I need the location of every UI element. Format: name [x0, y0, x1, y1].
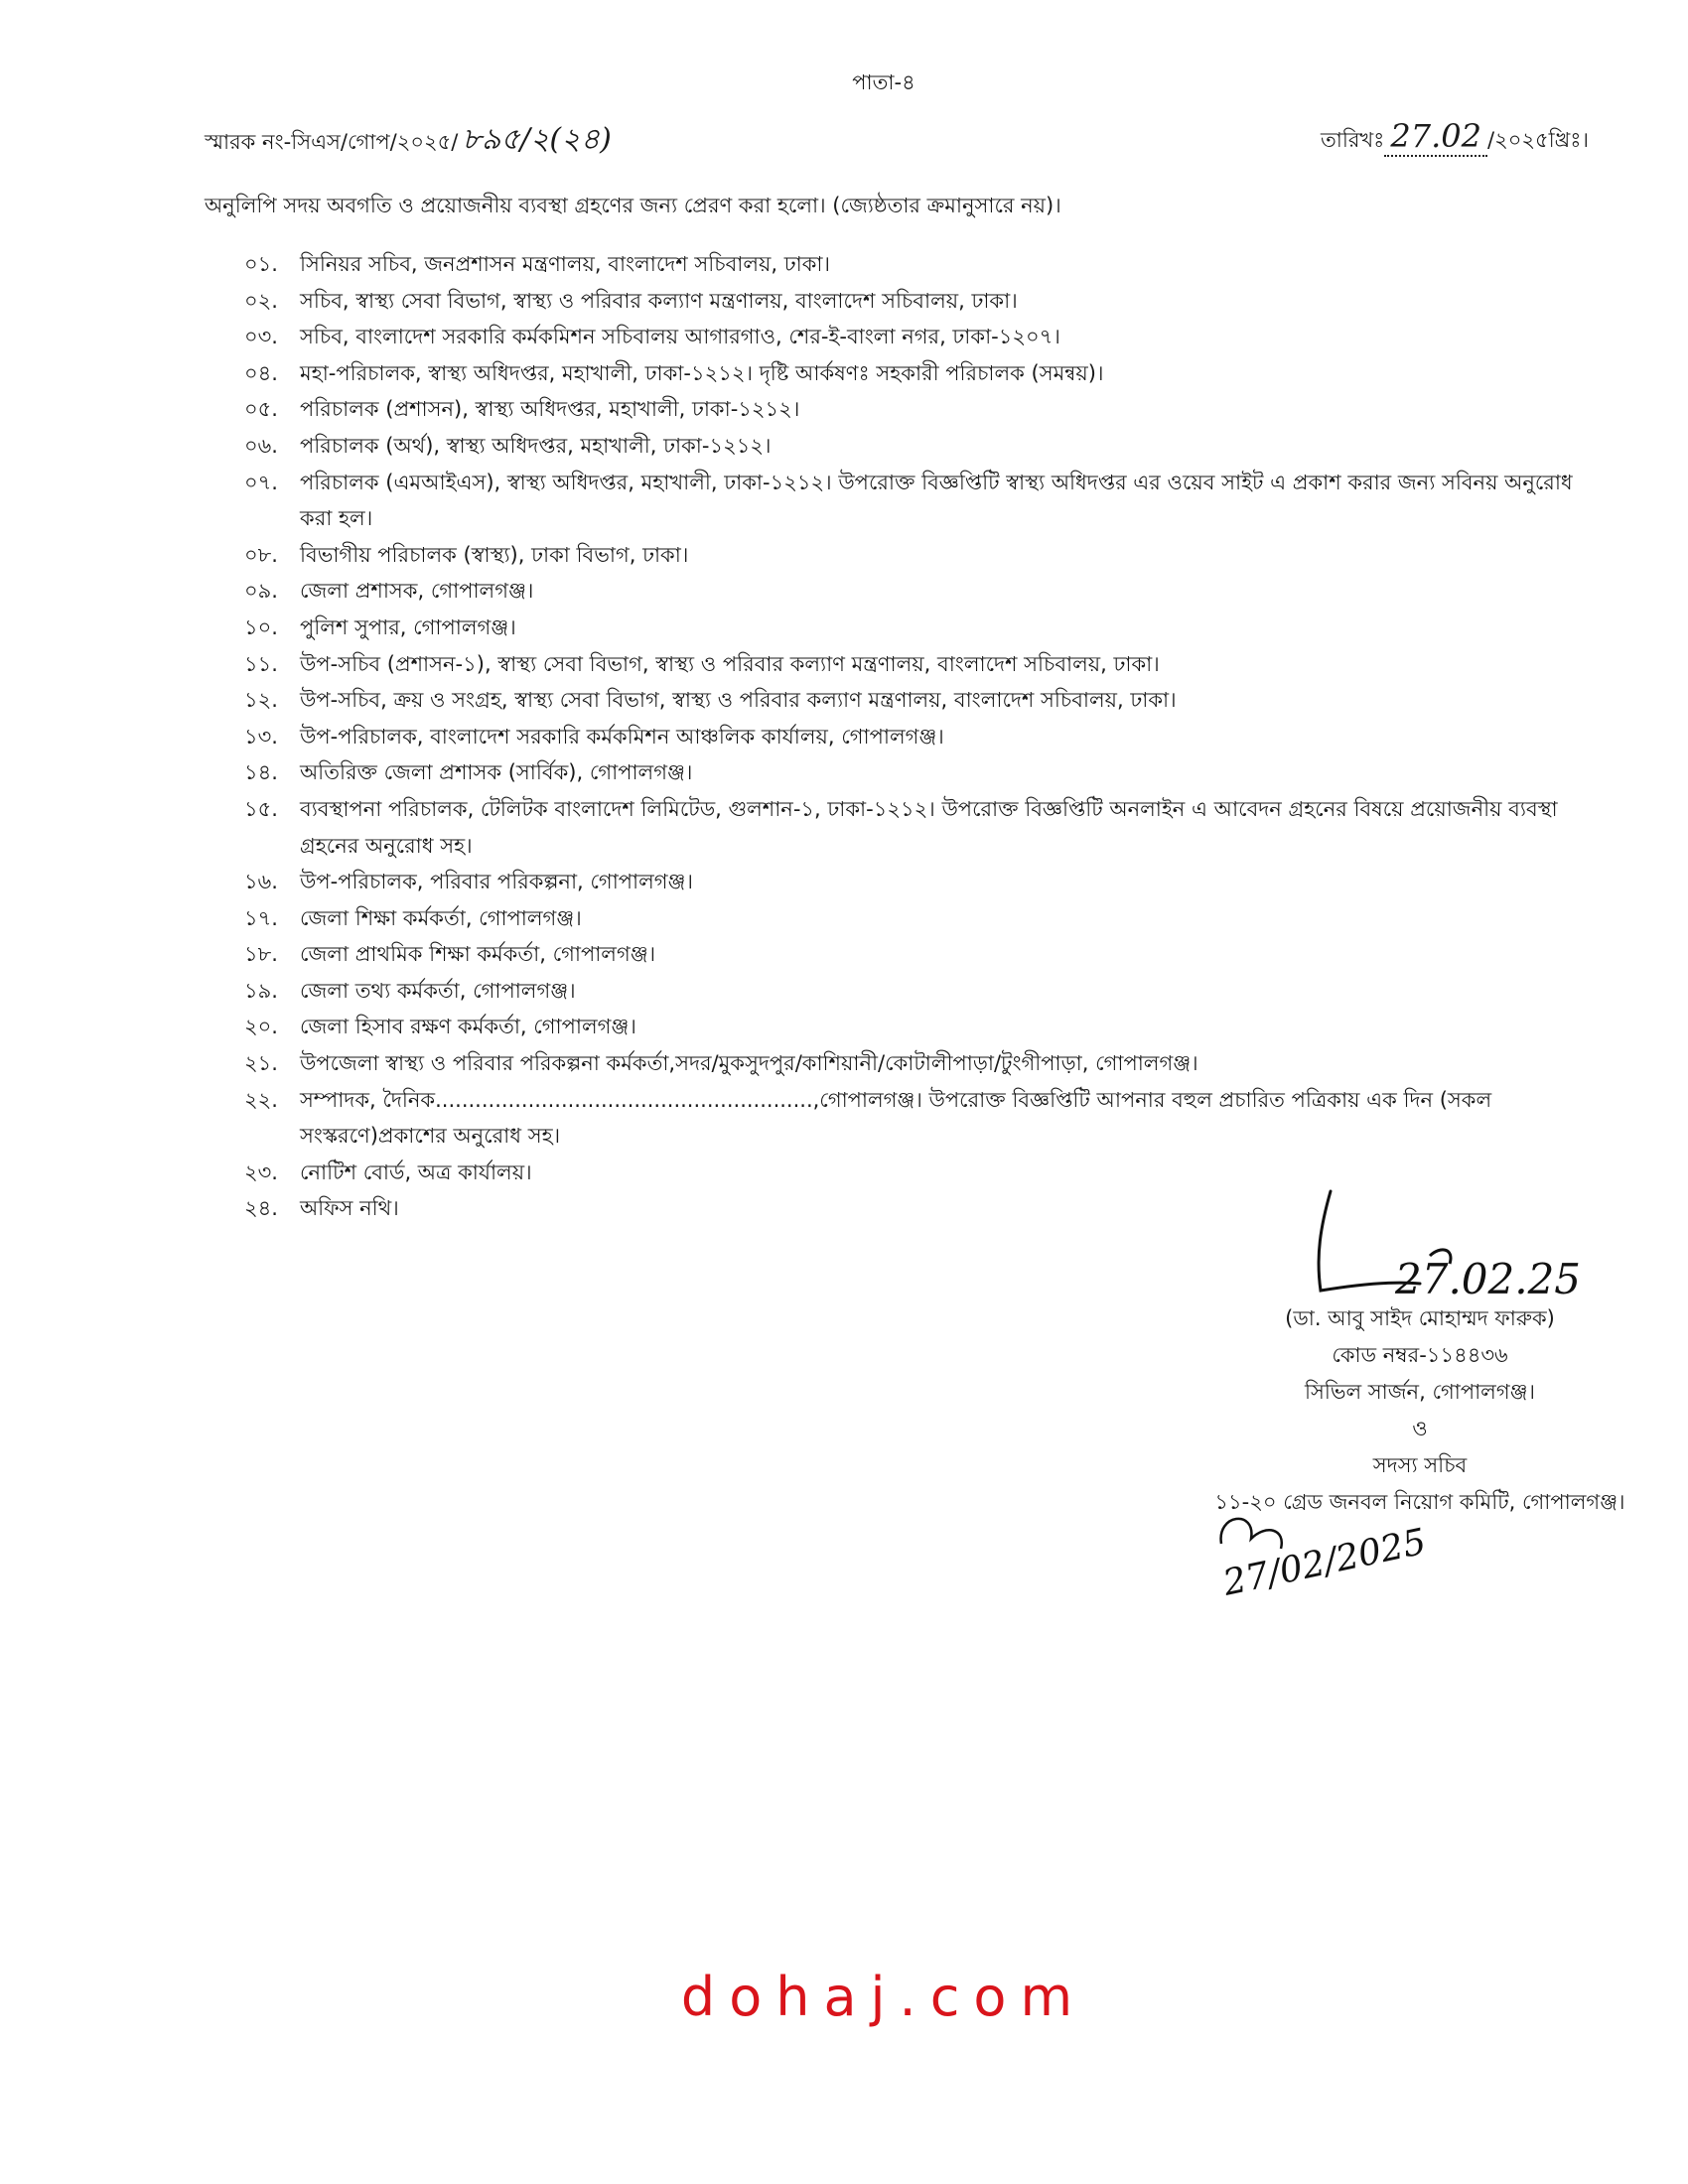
list-item-number: ২৪.	[244, 1196, 278, 1221]
list-item	[244, 719, 1595, 755]
list-item-number: ১০.	[244, 614, 278, 639]
list-item-text: পুলিশ সুপার, গোপালগঞ্জ।	[300, 614, 516, 639]
initial-signature	[1206, 1504, 1465, 1613]
signatory-designation: সিভিল সার্জন, গোপালগঞ্জ।	[1304, 1380, 1536, 1404]
list-item	[244, 465, 1595, 537]
signature-block	[1132, 1300, 1688, 1521]
list-item-text: জেলা প্রাথমিক শিক্ষা কর্মকর্তা, গোপালগঞ্জ।	[300, 942, 656, 967]
list-item-number: ০৩.	[244, 325, 278, 349]
memo-number	[205, 122, 612, 157]
memo-prefix: স্মারক নং-সিএস/গোপ/২০২৫/	[205, 130, 459, 154]
list-item-number: ০৪.	[244, 360, 278, 385]
list-item	[244, 973, 1595, 1010]
list-item-number: ০৫.	[244, 397, 278, 422]
list-item-number: ০২.	[244, 288, 278, 313]
initial-date: 27/02/2025	[1219, 1521, 1430, 1604]
list-item	[244, 936, 1595, 973]
list-item	[244, 1155, 1595, 1191]
list-item-number: ১৪.	[244, 760, 278, 785]
page-number: পাতা-৪	[852, 70, 915, 94]
list-item	[244, 1045, 1595, 1082]
signature-mark	[1291, 1186, 1609, 1315]
list-item-text: উপ-সচিব, ক্রয় ও সংগ্রহ, স্বাস্থ্য সেবা বিভাগ, স্বাস্থ্য ও পরিবার কল্যাণ মন্ত্রণালয়, বাংলাদেশ সচিবালয়, ঢাকা।	[300, 688, 1177, 713]
list-item	[244, 900, 1595, 937]
list-item-number: ০৯.	[244, 579, 278, 604]
list-item-text: উপজেলা স্বাস্থ্য ও পরিবার পরিকল্পনা কর্মকর্তা,সদর/মুকসুদপুর/কাশিয়ানী/কোটালীপাড়া/টুংগীপাড়া, গোপালগঞ্জ।	[300, 1051, 1198, 1076]
list-item	[244, 1009, 1595, 1045]
date-handwritten: 27.02	[1384, 117, 1487, 157]
list-item-text: মহা-পরিচালক, স্বাস্থ্য অধিদপ্তর, মহাখালী, ঢাকা-১২১২। দৃষ্টি আর্কষণঃ সহকারী পরিচালক (সমন্বয়)।	[300, 360, 1104, 385]
list-item-text: পরিচালক (অর্থ), স্বাস্থ্য অধিদপ্তর, মহাখালী, ঢাকা-১২১২।	[300, 433, 772, 458]
list-item-number: ০৮.	[244, 542, 278, 567]
list-item-number: ১২.	[244, 688, 278, 713]
list-item-text: জেলা হিসাব রক্ষণ কর্মকর্তা, গোপালগঞ্জ।	[300, 1015, 636, 1039]
list-item-number: ২১.	[244, 1051, 278, 1076]
list-item-text: সচিব, বাংলাদেশ সরকারি কর্মকমিশন সচিবালয় আগারগাও, শের-ই-বাংলা নগর, ঢাকা-১২০৭।	[300, 325, 1060, 349]
list-item-text: জেলা প্রশাসক, গোপালগঞ্জ।	[300, 579, 534, 604]
list-item	[244, 791, 1595, 864]
list-item-text: উপ-পরিচালক, বাংলাদেশ সরকারি কর্মকমিশন আঞ্চলিক কার্যালয়, গোপালগঞ্জ।	[300, 724, 944, 749]
list-item-number: ১৮.	[244, 942, 278, 967]
date-suffix: /২০২৫খ্রিঃ।	[1487, 128, 1589, 152]
list-item-number: ২০.	[244, 1015, 278, 1039]
memo-date	[1320, 117, 1589, 155]
list-item-number: ০১.	[244, 252, 278, 276]
list-item-text: জেলা তথ্য কর্মকর্তা, গোপালগঞ্জ।	[300, 978, 576, 1003]
list-item-text: সচিব, স্বাস্থ্য সেবা বিভাগ, স্বাস্থ্য ও পরিবার কল্যাণ মন্ত্রণালয়, বাংলাদেশ সচিবালয়, ঢাকা।	[300, 288, 1018, 313]
list-item-text: পরিচালক (এমআইএস), স্বাস্থ্য অধিদপ্তর, মহাখালী, ঢাকা-১২১২। উপরোক্ত বিজ্ঞপ্তিটি স্বাস্থ্য অধিদপ্তর এর ওয়েব সাইট এ প্রকাশ করার জন্য সবিনয় অনুরোধ করা হল।	[300, 470, 1573, 531]
list-item-number: ১৬.	[244, 870, 278, 894]
signature-date: 27.02.25	[1395, 1255, 1582, 1303]
distribution-list	[244, 246, 1595, 1227]
list-item-number: ০৬.	[244, 433, 278, 458]
signatory-role: সদস্য সচিব	[1372, 1453, 1468, 1477]
list-item	[244, 864, 1595, 900]
list-item	[244, 283, 1595, 320]
list-item-text: অফিস নথি।	[300, 1196, 399, 1221]
date-label: তারিখঃ	[1320, 128, 1385, 152]
list-item	[244, 537, 1595, 574]
list-item	[244, 754, 1595, 791]
list-item-number: ১৩.	[244, 724, 278, 749]
list-item-text: বিভাগীয় পরিচালক (স্বাস্থ্য), ঢাকা বিভাগ, ঢাকা।	[300, 542, 689, 567]
list-item-number: ০৭.	[244, 470, 278, 494]
list-item	[244, 682, 1595, 719]
list-item	[244, 646, 1595, 683]
list-item-number: ১১.	[244, 651, 278, 676]
memo-handwritten: ৮৯৫/২(২৪)	[462, 122, 612, 157]
list-item-text: নোটিশ বোর্ড, অত্র কার্যালয়।	[300, 1160, 532, 1184]
watermark: dohaj.com	[680, 1966, 1087, 2028]
list-item-number: ১৯.	[244, 978, 278, 1003]
list-item-number: ১৭.	[244, 905, 278, 930]
list-item-text: উপ-সচিব (প্রশাসন-১), স্বাস্থ্য সেবা বিভাগ, স্বাস্থ্য ও পরিবার কল্যাণ মন্ত্রণালয়, বাংলাদেশ সচিবালয়, ঢাকা।	[300, 651, 1160, 676]
list-item	[244, 355, 1595, 392]
list-item	[244, 246, 1595, 283]
list-item-number: ১৫.	[244, 796, 278, 821]
intro-line: অনুলিপি সদয় অবগতি ও প্রয়োজনীয় ব্যবস্থা গ্রহণের জন্য প্রেরণ করা হলো। (জ্যেষ্ঠতার ক্রমানুসারে নয়)।	[205, 194, 1061, 217]
signatory-conjunction: ও	[1412, 1417, 1428, 1440]
list-item	[244, 428, 1595, 465]
list-item-text: সিনিয়র সচিব, জনপ্রশাসন মন্ত্রণালয়, বাংলাদেশ সচিবালয়, ঢাকা।	[300, 252, 831, 276]
list-item-text: পরিচালক (প্রশাসন), স্বাস্থ্য অধিদপ্তর, মহাখালী, ঢাকা-১২১২।	[300, 397, 800, 422]
list-item-number: ২২.	[244, 1087, 278, 1112]
list-item-number: ২৩.	[244, 1160, 278, 1184]
list-item-text: অতিরিক্ত জেলা প্রশাসক (সার্বিক), গোপালগঞ্জ।	[300, 760, 693, 785]
list-item	[244, 319, 1595, 355]
list-item	[244, 573, 1595, 610]
list-item-text: সম্পাদক, দৈনিক.........................................................,গোপালগঞ্জ। উপরোক্ত বিজ্ঞপ্তিটি আপনার বহুল প্রচারিত পত্রিকায় এক দিন (সকল সংস্করণে)প্রকাশের অনুরোধ সহ।	[300, 1087, 1492, 1149]
list-item-text: ব্যবস্থাপনা পরিচালক, টেলিটক বাংলাদেশ লিমিটেড, গুলশান-১, ঢাকা-১২১২। উপরোক্ত বিজ্ঞপ্তিটি অনলাইন এ আবেদন গ্রহনের বিষয়ে প্রয়োজনীয় ব্যবস্থা গ্রহনের অনুরোধ সহ।	[300, 796, 1558, 858]
list-item	[244, 610, 1595, 646]
list-item-text: জেলা শিক্ষা কর্মকর্তা, গোপালগঞ্জ।	[300, 905, 582, 930]
list-item	[244, 1082, 1595, 1155]
list-item	[244, 391, 1595, 428]
signatory-name: (ডা. আবু সাইদ মোহাম্মদ ফারুক)	[1285, 1306, 1555, 1330]
signatory-code: কোড নম্বর-১১৪৪৩৬	[1332, 1343, 1508, 1367]
list-item-text: উপ-পরিচালক, পরিবার পরিকল্পনা, গোপালগঞ্জ।	[300, 870, 693, 894]
signatory-committee: ১১-২০ গ্রেড জনবল নিয়োগ কমিটি, গোপালগঞ্জ।	[1214, 1490, 1625, 1514]
